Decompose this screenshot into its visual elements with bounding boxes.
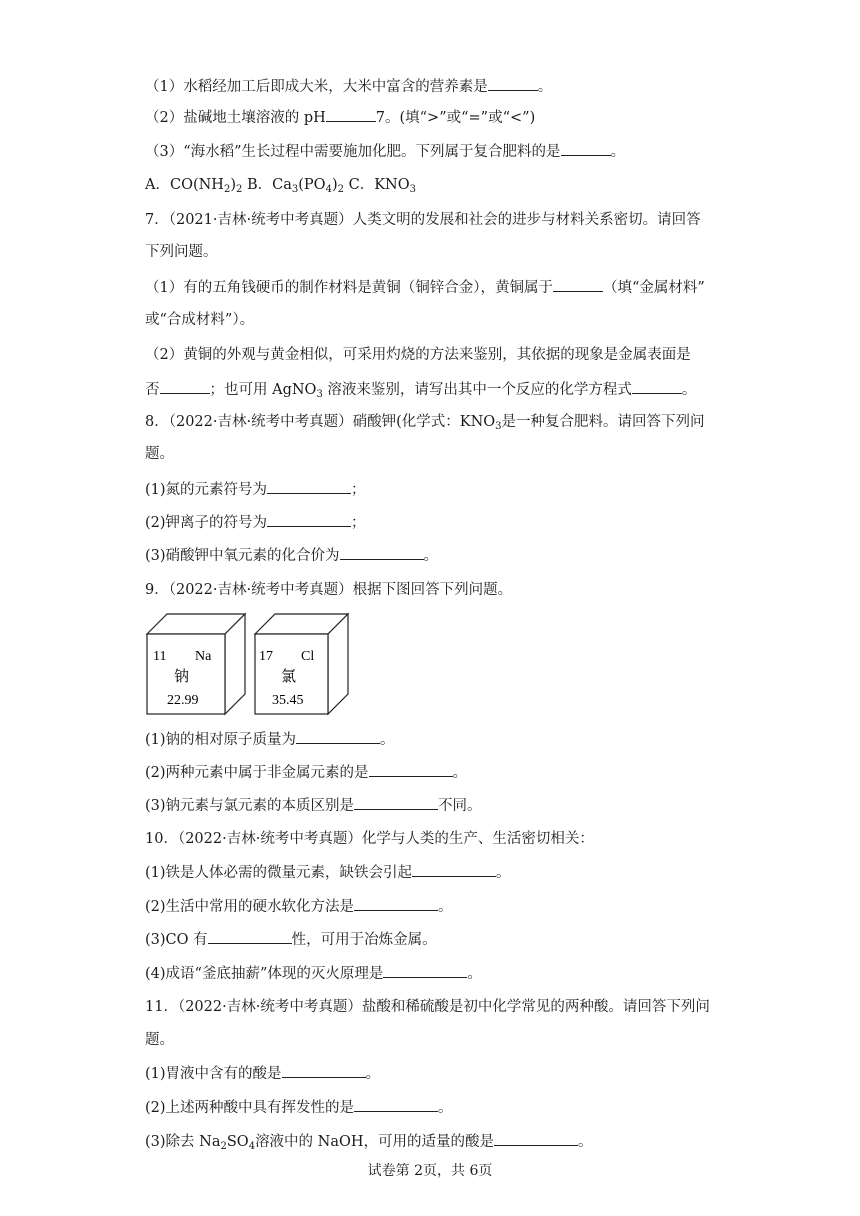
q6-options xyxy=(145,175,416,195)
q10-item-3-tail: 性，可用于冶炼金属。 xyxy=(291,932,437,948)
q10-item-1 xyxy=(145,862,511,883)
q6-item-3 xyxy=(145,141,625,162)
sodium-number: 11 xyxy=(153,649,167,664)
answer-blank[interactable] xyxy=(208,929,292,944)
q11-item-3-mid: 溶液中的 NaOH，可用的适量的酸是 xyxy=(255,1134,495,1150)
q11-item-3-text: (3)除去 Na xyxy=(145,1134,221,1150)
q6-item-3-text: （3）“海水稻”生长过程中需要施加化肥。下列属于复合肥料的是 xyxy=(145,144,561,160)
sub: 4 xyxy=(248,1141,256,1152)
q11-item-2 xyxy=(145,1097,453,1118)
answer-blank[interactable] xyxy=(488,76,538,91)
q10-item-4 xyxy=(145,963,482,984)
q11-item-2-text: (2)上述两种酸中具有挥发性的是 xyxy=(145,1100,355,1116)
punct: ； xyxy=(351,515,366,531)
punct: 。 xyxy=(452,765,468,781)
punct: 。 xyxy=(496,865,511,881)
q7-item-1 xyxy=(145,277,705,298)
q8-item-1 xyxy=(145,479,366,500)
q11-item-1 xyxy=(145,1063,380,1084)
sodium-card xyxy=(147,614,245,714)
q7-item-2-word: 否 xyxy=(145,382,160,398)
punct: 。 xyxy=(438,1100,453,1116)
answer-blank[interactable] xyxy=(282,1063,366,1078)
answer-blank[interactable] xyxy=(383,963,467,978)
option-b-close: ) xyxy=(331,177,338,193)
sub: 3 xyxy=(409,184,416,195)
punct: 。 xyxy=(438,899,453,915)
q7-item-2-mid2: 溶液来鉴别，请写出其中一个反应的化学方程式 xyxy=(322,382,632,398)
sub: 3 xyxy=(291,184,299,195)
q11-item-1-text: (1)胃液中含有的酸是 xyxy=(145,1066,282,1082)
sub: 2 xyxy=(220,1141,227,1152)
sub: 3 xyxy=(495,421,502,432)
q8-heading-2: 题。 xyxy=(145,446,174,462)
punct: 。 xyxy=(380,732,395,748)
q6-item-2-text: （2）盐碱地土壤溶液的 pH xyxy=(145,110,326,126)
answer-blank[interactable] xyxy=(354,896,438,911)
q8-item-1-text: (1)氮的元素符号为 xyxy=(145,482,268,498)
q9-heading-text: 9．（2022·吉林·统考中考真题）根据下图回答下列问题。 xyxy=(145,582,513,598)
q7-heading xyxy=(145,210,701,230)
q7-item-2-mid: ；也可用 AgNO xyxy=(209,382,317,398)
sub: 2 xyxy=(236,184,243,195)
punct: 。 xyxy=(467,966,482,982)
punct: ； xyxy=(351,482,366,498)
chlorine-mass: 35.45 xyxy=(272,693,304,708)
q11-item-3 xyxy=(145,1131,593,1152)
sodium-symbol: Na xyxy=(195,649,212,664)
q6-item-1-text: （1）水稻经加工后即成大米，大米中富含的营养素是 xyxy=(145,79,488,95)
q9-item-3-tail: 不同。 xyxy=(438,798,482,814)
q9-heading xyxy=(145,580,512,600)
q8-item-3-text: (3)硝酸钾中氧元素的化合价为 xyxy=(145,548,340,564)
answer-blank[interactable] xyxy=(340,545,424,560)
q8-item-2 xyxy=(145,512,366,533)
q10-heading-text: 10．（2022·吉林·统考中考真题）化学与人类的生产、生活密切相关： xyxy=(145,831,594,847)
sub: 2 xyxy=(223,184,231,195)
answer-blank[interactable] xyxy=(412,862,496,877)
q7-item-1-cont xyxy=(145,310,254,330)
sub: 4 xyxy=(325,184,332,195)
page-footer: 试卷第 2页，共 6页 xyxy=(367,1163,493,1179)
q9-item-1 xyxy=(145,729,395,750)
answer-blank[interactable] xyxy=(160,379,210,394)
punct: 。 xyxy=(537,79,553,95)
q9-item-1-text: (1)钠的相对原子质量为 xyxy=(145,732,297,748)
q6-item-2-hint: 7。(填“>”或“=”或“<”) xyxy=(375,110,536,126)
q10-item-2-text: (2)生活中常用的硬水软化方法是 xyxy=(145,899,355,915)
q8-heading xyxy=(145,412,705,432)
answer-blank[interactable] xyxy=(354,795,438,810)
answer-blank[interactable] xyxy=(267,512,351,527)
q9-item-3 xyxy=(145,795,482,816)
q10-item-2 xyxy=(145,896,453,917)
q7-item-2-text: （2）黄铜的外观与黄金相似，可采用灼烧的方法来鉴别，其依据的现象是金属表面是 xyxy=(145,347,691,363)
chlorine-number: 17 xyxy=(259,649,273,664)
chlorine-name: 氯 xyxy=(281,667,297,685)
sub: 3 xyxy=(316,389,323,400)
q11-heading xyxy=(145,997,710,1017)
q10-heading xyxy=(145,829,594,849)
q7-item-1-hint: （填“金属材料” xyxy=(602,280,705,296)
q7-item-2-cont xyxy=(145,379,696,400)
q8-heading-1b: 是一种复合肥料。请回答下列问 xyxy=(501,414,705,430)
punct: 。 xyxy=(610,144,626,160)
q9-item-3-text: (3)钠元素与氯元素的本质区别是 xyxy=(145,798,355,814)
sub: 2 xyxy=(337,184,344,195)
answer-blank[interactable] xyxy=(494,1131,578,1146)
punct: 。 xyxy=(681,382,697,398)
q10-item-3 xyxy=(145,929,437,950)
chlorine-card xyxy=(255,614,348,714)
q10-item-1-text: (1)铁是人体必需的微量元素，缺铁会引起 xyxy=(145,865,413,881)
answer-blank[interactable] xyxy=(267,479,351,494)
q8-heading-cont xyxy=(145,444,174,464)
sodium-mass: 22.99 xyxy=(167,693,199,708)
q11-heading-1: 11．（2022·吉林·统考中考真题）盐酸和稀硫酸是初中化学常见的两种酸。请回答下列问 xyxy=(145,999,710,1015)
element-cards-figure xyxy=(145,612,355,717)
option-a: A．CO(NH xyxy=(145,177,224,193)
answer-blank[interactable] xyxy=(326,107,376,122)
answer-blank[interactable] xyxy=(632,379,682,394)
punct: 。 xyxy=(423,548,439,564)
q10-item-3-text: (3)CO 有 xyxy=(145,932,208,948)
q9-item-2-text: (2)两种元素中属于非金属元素的是 xyxy=(145,765,369,781)
punct: 。 xyxy=(365,1066,381,1082)
answer-blank[interactable] xyxy=(561,141,611,156)
q8-heading-1: 8．（2022·吉林·统考中考真题）硝酸钾(化学式：KNO xyxy=(145,414,496,430)
sodium-name: 钠 xyxy=(174,667,190,685)
q7-item-1-text: （1）有的五角钱硬币的制作材料是黄铜（铜锌合金），黄铜属于 xyxy=(145,280,553,296)
q7-heading-cont xyxy=(145,242,218,262)
option-c: C．KNO xyxy=(344,177,410,193)
answer-blank[interactable] xyxy=(296,729,380,744)
answer-blank[interactable] xyxy=(354,1097,438,1112)
answer-blank[interactable] xyxy=(369,762,453,777)
q7-heading-2: 下列问题。 xyxy=(145,244,218,260)
q7-heading-1: 7．（2021·吉林·统考中考真题）人类文明的发展和社会的进步与材料关系密切。请回答 xyxy=(145,212,701,228)
q11-heading-cont xyxy=(145,1030,174,1050)
q11-heading-2: 题。 xyxy=(145,1032,174,1048)
punct: 。 xyxy=(578,1134,593,1150)
option-b: B．Ca xyxy=(242,177,292,193)
answer-blank[interactable] xyxy=(553,277,603,292)
q7-item-2 xyxy=(145,345,691,365)
q9-item-2 xyxy=(145,762,467,783)
q8-item-2-text: (2)钾离子的符号为 xyxy=(145,515,268,531)
option-b-formula: (PO xyxy=(298,177,326,193)
q8-item-3 xyxy=(145,545,438,566)
chlorine-symbol: Cl xyxy=(301,649,315,664)
option-a-close: ) xyxy=(230,177,236,193)
q10-item-4-text: (4)成语“釜底抽薪”体现的灭火原理是 xyxy=(145,966,384,982)
q7-item-1-hint-cont: 或“合成材料”）。 xyxy=(145,312,255,328)
q6-item-1 xyxy=(145,76,552,97)
q11-item-3-formula: SO xyxy=(226,1134,249,1150)
q6-item-2 xyxy=(145,107,535,128)
